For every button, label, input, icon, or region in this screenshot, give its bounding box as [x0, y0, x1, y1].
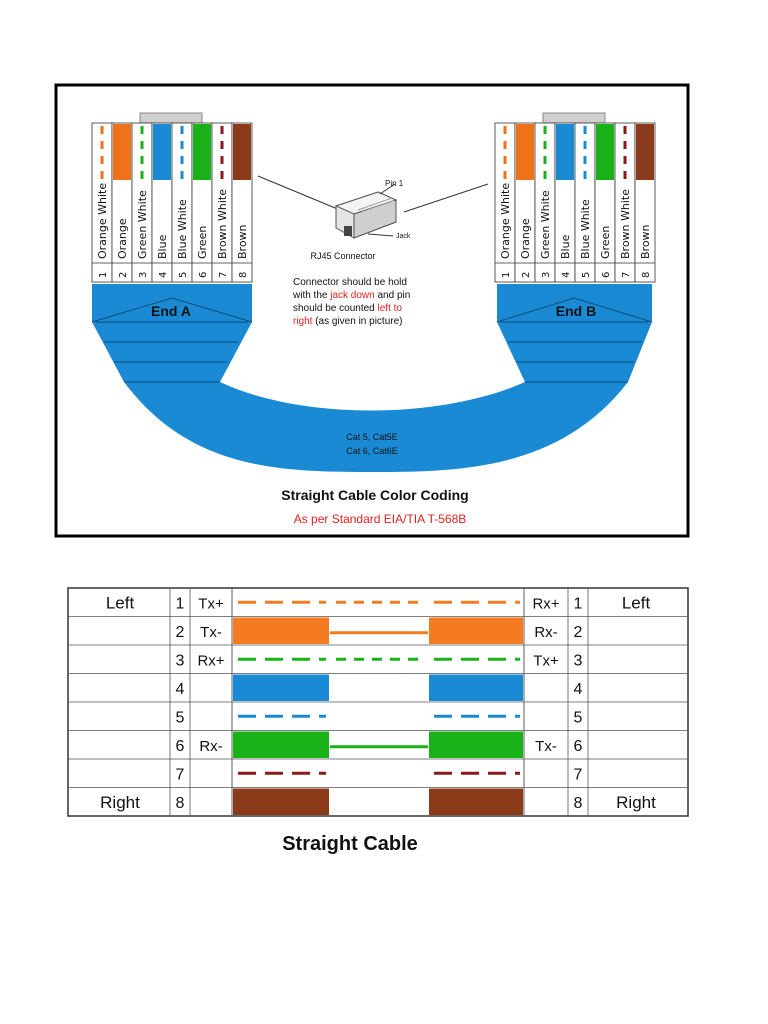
- right-pin-number: 2: [573, 623, 583, 641]
- end-b-pin-number-8: 8: [641, 271, 652, 278]
- left-signal: Rx+: [197, 652, 225, 670]
- right-pin-number: 7: [573, 766, 583, 784]
- right-side-bottom-label: Right: [616, 792, 656, 812]
- note-line-3-part-1: should be counted: [293, 303, 378, 314]
- jack-label: Jack: [396, 233, 411, 240]
- end-b-pin-number-5: 5: [581, 271, 592, 278]
- left-signal: Tx-: [200, 623, 222, 641]
- end-a-pin-2: [112, 123, 132, 282]
- note-line-2: [292, 290, 410, 301]
- end-b-wire-6: [596, 124, 614, 180]
- note-line-1-part-1: Connector should be hold: [293, 277, 407, 288]
- right-signal: Tx+: [533, 652, 559, 670]
- end-b-pin-number-1: 1: [501, 271, 512, 278]
- left-pin-number: 1: [175, 595, 185, 613]
- end-a-connector: [92, 113, 252, 282]
- right-pin-number: 5: [573, 709, 583, 727]
- right-side-top-label: Left: [621, 593, 651, 613]
- table-caption: Straight Cable: [282, 833, 418, 855]
- right-pin-number: 1: [573, 595, 583, 613]
- end-b-pin-name-3: Green White: [539, 190, 552, 259]
- end-b-pin-1: [495, 123, 515, 282]
- end-b-pin-5: [575, 123, 595, 282]
- end-a-pin-number-8: 8: [238, 271, 249, 278]
- left-wire-block: [233, 618, 329, 645]
- end-a-pin-number-4: 4: [158, 271, 169, 278]
- left-wire-block: [233, 732, 329, 759]
- left-wire-block: [233, 675, 329, 702]
- end-b-pin-number-2: 2: [521, 271, 532, 278]
- end-a-wire-8: [233, 124, 251, 180]
- end-b-pin-number-3: 3: [541, 271, 552, 278]
- end-a-pin-3: [132, 123, 152, 282]
- right-wire-block: [429, 732, 523, 759]
- end-b-wire-8: [636, 124, 654, 180]
- right-pin-number: 3: [573, 652, 583, 670]
- right-wire-block: [429, 618, 523, 645]
- pinout-table: [68, 588, 688, 816]
- note-line-2-part-2: jack down: [330, 290, 375, 301]
- right-wire-block: [429, 789, 523, 816]
- note-line-4-part-2: (as given in picture): [312, 316, 403, 327]
- end-b-pin-7: [615, 123, 635, 282]
- end-b-pin-name-5: Blue White: [579, 199, 592, 259]
- end-b-pin-name-4: Blue: [559, 234, 572, 259]
- end-a-pin-name-1: Orange White: [96, 182, 109, 259]
- pin1-label: Pin 1: [385, 179, 404, 188]
- end-a-wire-4: [153, 124, 171, 180]
- right-signal: Tx-: [535, 737, 557, 755]
- end-a-pin-number-5: 5: [178, 271, 189, 278]
- end-a-wire-6: [193, 124, 211, 180]
- note-line-4: [293, 316, 403, 327]
- end-b-pin-name-2: Orange: [519, 218, 532, 259]
- end-a-pin-7: [212, 123, 232, 282]
- left-side-bottom-label: Right: [100, 792, 140, 812]
- end-b-pin-number-7: 7: [621, 271, 632, 278]
- end-a-pin-name-6: Green: [196, 225, 209, 259]
- right-signal: Rx-: [534, 623, 558, 641]
- end-a-pin-name-2: Orange: [116, 218, 129, 259]
- end-b-pin-name-8: Brown: [639, 224, 652, 259]
- right-pin-number: 4: [573, 680, 583, 698]
- end-a-pin-name-3: Green White: [136, 190, 149, 259]
- end-b-pin-number-4: 4: [561, 271, 572, 278]
- note-line-3-part-2: left to: [377, 303, 402, 314]
- left-pin-number: 3: [175, 652, 185, 670]
- left-pin-number: 2: [175, 623, 185, 641]
- end-a-pin-name-5: Blue White: [176, 199, 189, 259]
- end-b-pin-name-7: Brown White: [619, 188, 632, 259]
- figure-title: Straight Cable Color Coding: [281, 487, 469, 503]
- end-a-pin-name-8: Brown: [236, 224, 249, 259]
- end-b-pin-6: [595, 123, 615, 282]
- end-b-pin-name-6: Green: [599, 225, 612, 259]
- note-line-2-part-1: with the: [293, 290, 331, 301]
- end-b-connector: [495, 113, 655, 282]
- end-a-pin-4: [152, 123, 172, 282]
- right-pin-number: 8: [573, 794, 583, 812]
- end-a-pin-name-4: Blue: [156, 234, 169, 259]
- right-pin-number: 6: [573, 737, 583, 755]
- end-b-pin-name-1: Orange White: [499, 182, 512, 259]
- end-a-pin-number-2: 2: [118, 271, 129, 278]
- left-pin-number: 6: [175, 737, 185, 755]
- end-b-pin-8: [635, 123, 655, 282]
- left-pin-number: 7: [175, 766, 185, 784]
- end-b-label: End B: [555, 303, 597, 319]
- end-b-pin-4: [555, 123, 575, 282]
- right-signal: Rx+: [532, 595, 560, 613]
- cable-type-line-2: Cat 6, Cat6E: [346, 446, 398, 456]
- end-b-pin-2: [515, 123, 535, 282]
- end-a-pin-number-1: 1: [98, 271, 109, 278]
- end-a-pin-6: [192, 123, 212, 282]
- note-line-1: [293, 277, 407, 288]
- end-b-wire-2: [516, 124, 534, 180]
- left-pin-number: 4: [175, 680, 185, 698]
- end-a-pin-8: [232, 123, 252, 282]
- left-pin-number: 8: [175, 794, 185, 812]
- end-b-pin-number-6: 6: [601, 271, 612, 278]
- end-a-pin-name-7: Brown White: [216, 188, 229, 259]
- left-wire-block: [233, 789, 329, 816]
- left-signal: Rx-: [199, 737, 223, 755]
- cable-type-line-1: Cat 5, Cat5E: [346, 432, 398, 442]
- end-a-clip: [140, 113, 202, 123]
- connector-label: RJ45 Connector: [310, 251, 376, 261]
- end-a-wire-2: [113, 124, 131, 180]
- end-a-pin-number-7: 7: [218, 271, 229, 278]
- end-a-pin-5: [172, 123, 192, 282]
- end-a-pin-number-3: 3: [138, 271, 149, 278]
- left-side-top-label: Left: [105, 593, 135, 613]
- note-line-4-part-1: right: [293, 316, 313, 327]
- left-signal: Tx+: [198, 595, 224, 613]
- note-line-3: [293, 303, 402, 314]
- end-a-pin-number-6: 6: [198, 271, 209, 278]
- end-b-clip: [543, 113, 605, 123]
- right-wire-block: [429, 675, 523, 702]
- end-a-pin-1: [92, 123, 112, 282]
- end-b-pin-3: [535, 123, 555, 282]
- figure-subtitle: As per Standard EIA/TIA T-568B: [293, 512, 467, 526]
- end-a-label: End A: [151, 303, 191, 319]
- note-line-2-part-3: and pin: [374, 290, 411, 301]
- left-pin-number: 5: [175, 709, 185, 727]
- end-b-wire-4: [556, 124, 574, 180]
